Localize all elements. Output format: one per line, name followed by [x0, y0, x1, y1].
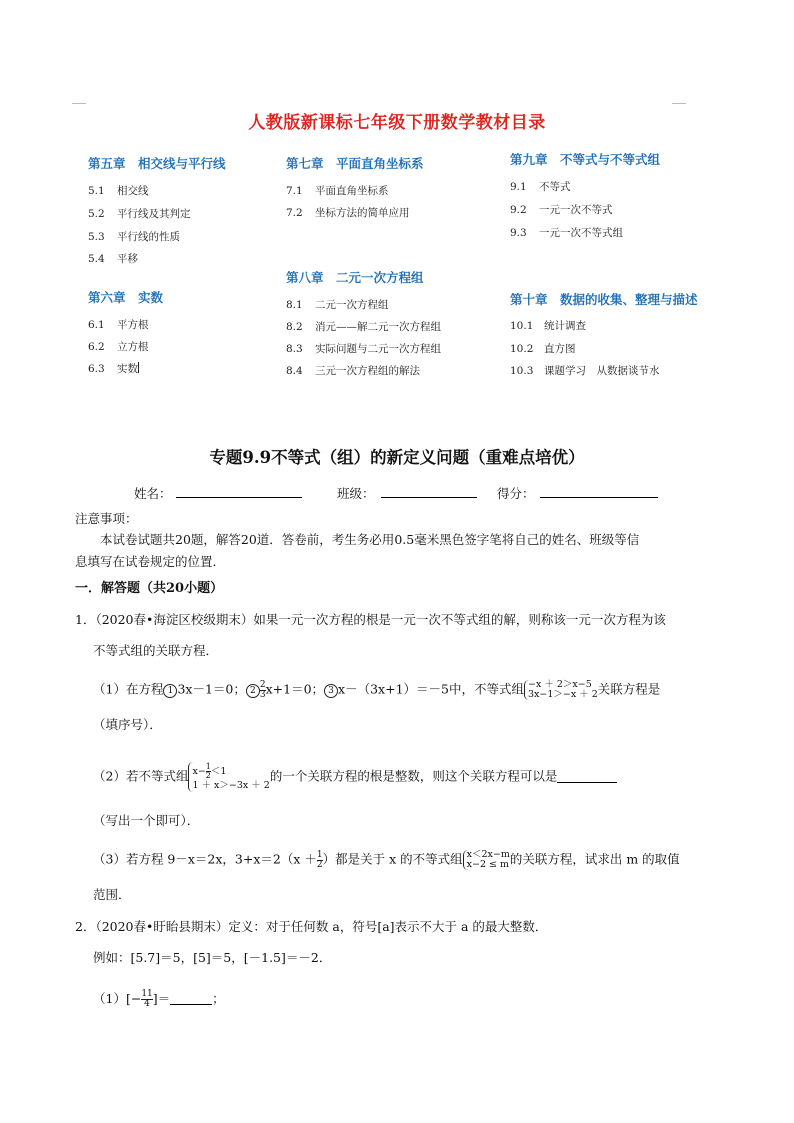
- header-corner-right: [672, 103, 686, 104]
- fraction-11-4: $\frac{11}{4}$: [141, 989, 153, 1009]
- header-corner-left: [72, 103, 86, 104]
- toc-section: 6.2 立方根: [88, 341, 149, 353]
- chapter-6-heading: 第六章 实数: [88, 290, 164, 305]
- toc-section: 9.1 不等式: [510, 181, 571, 193]
- toc-section: 7.1 平面直角坐标系: [286, 185, 389, 197]
- q2-example: 例如：[5.7]＝5，[5]＝5，[－1.5]＝－2．: [93, 950, 332, 965]
- toc-section: 8.3 实际问题与二元一次方程组: [286, 343, 441, 355]
- circled-1: 1: [163, 684, 177, 698]
- class-field[interactable]: [381, 497, 477, 498]
- q1-part1-fill: （填序号）．: [93, 717, 162, 732]
- score-label: 得分：: [497, 486, 535, 501]
- toc-section: 9.2 一元一次不等式: [510, 204, 613, 216]
- q1-part1: （1）在方程 1 3x－1＝0； 2 $\frac{2}{3}$ x+1＝0； 3 x－（3x+1）＝－5中，不等式组 −x ＋ 2＞x−5 3x−1＞−x ＋ 2 关联方程是: [93, 679, 661, 700]
- circled-3: 3: [324, 684, 338, 698]
- toc-section: 9.3 一元一次不等式组: [510, 227, 623, 239]
- score-field[interactable]: [540, 497, 658, 498]
- toc-section: 5.3 平行线的性质: [88, 231, 180, 243]
- class-label: 班级：: [337, 486, 375, 501]
- toc-section: 8.1 二元一次方程组: [286, 299, 389, 311]
- chapter-5-heading: 第五章 相交线与平行线: [88, 156, 226, 171]
- toc-title: 人教版新课标七年级下册数学教材目录: [248, 113, 546, 133]
- inequality-system: −x ＋ 2＞x−5 3x−1＞−x ＋ 2: [524, 680, 598, 700]
- toc-section: 10.3 课题学习 从数据谈节水: [510, 365, 660, 377]
- q1-part2: （2）若不等式组 x− $\frac{1}{2}$ ＜1 1 ＋ x＞−3x ＋ 2 的一个关联方程的根是整数，则这个关联方程可以是: [93, 762, 617, 792]
- text-cursor: [138, 362, 139, 373]
- q1-part2-fill: （写出一个即可）．: [93, 813, 200, 828]
- fraction-1-2: $\frac{1}{2}$: [316, 849, 323, 870]
- q2-intro: 2．（2020春•盱眙县期末）定义：对于任何数 a，符号[a]表示不大于 a 的最大整数．: [75, 919, 548, 934]
- chapter-9-heading: 第九章 不等式与不等式组: [510, 152, 661, 167]
- fraction-2-3: $\frac{2}{3}$: [259, 679, 266, 700]
- toc-section: 6.3 实数: [88, 363, 138, 375]
- notice-title: 注意事项：: [75, 511, 138, 526]
- q1-part3: （3）若方程 9－x＝2x，3+x＝2（x ＋ $\frac{1}{2}$ ）都是关于 x 的不等式组 x＜2x−m x−2 ≤ m 的关联方程，试求出 m 的取值: [93, 849, 680, 870]
- inequality-system: x− $\frac{1}{2}$ ＜1 1 ＋ x＞−3x ＋ 2: [188, 762, 269, 792]
- toc-section: 6.1 平方根: [88, 319, 149, 331]
- q1-part3-fill: 范围．: [93, 887, 131, 902]
- section-heading: 一．解答题（共20小题）: [75, 581, 224, 596]
- q1-intro: 1．（2020春•海淀区校级期末）如果一元一次方程的根是一元一次不等式组的解，则称该一元一次方程为该: [75, 612, 666, 627]
- toc-section: 8.4 三元一次方程组的解法: [286, 365, 420, 377]
- toc-section: 8.2 消元——解二元一次方程组: [286, 321, 441, 333]
- chapter-10-heading: 第十章 数据的收集、整理与描述: [510, 292, 698, 307]
- q2-part1: （1）[− $\frac{11}{4}$ ]＝ ；: [93, 989, 225, 1009]
- worksheet-title: 专题9.9不等式（组）的新定义问题（重难点培优）: [209, 448, 585, 467]
- chapter-8-heading: 第八章 二元一次方程组: [286, 270, 424, 285]
- toc-section: 7.2 坐标方法的简单应用: [286, 207, 410, 219]
- inequality-system: x＜2x−m x−2 ≤ m: [463, 850, 510, 870]
- notice-line: 息填写在试卷规定的位置．: [75, 554, 226, 569]
- toc-section: 5.4 平移: [88, 253, 138, 265]
- chapter-7-heading: 第七章 平面直角坐标系: [286, 156, 424, 171]
- name-label: 姓名：: [134, 486, 172, 501]
- toc-section: 10.2 直方图: [510, 343, 576, 355]
- toc-section: 5.2 平行线及其判定: [88, 208, 191, 220]
- toc-section: 10.1 统计调查: [510, 320, 586, 332]
- q1-intro: 不等式组的关联方程．: [93, 643, 219, 658]
- toc-section: 5.1 相交线: [88, 185, 149, 197]
- name-field[interactable]: [176, 497, 302, 498]
- answer-blank[interactable]: [557, 769, 617, 783]
- notice-line: 本试卷试题共20题，解答20道．答卷前，考生务必用0.5毫米黑色签字笔将自己的姓名、班级等信: [100, 532, 640, 547]
- answer-blank[interactable]: [170, 991, 212, 1005]
- circled-2: 2: [246, 684, 260, 698]
